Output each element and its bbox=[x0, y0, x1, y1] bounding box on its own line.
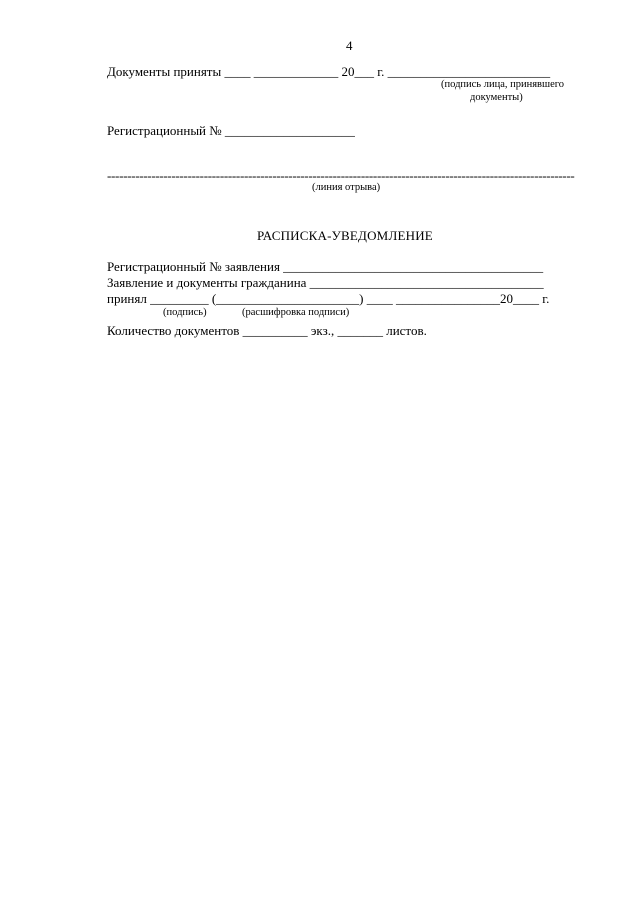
tear-line-label: (линия отрыва) bbox=[312, 182, 381, 193]
page-number: 4 bbox=[346, 38, 353, 53]
receipt-application-number-line: Регистрационный № заявления ________________________________________ bbox=[107, 259, 544, 274]
caption-signature-decoding: (расшифровка подписи) bbox=[242, 307, 350, 318]
tear-line: -------------------------------------------------------------------------------------------------------------------- bbox=[107, 168, 575, 183]
receipt-accepted-by-line: принял _________ (______________________) ____ ________________20____ г. bbox=[107, 291, 550, 306]
receipt-documents-count-line: Количество документов __________ экз., _______ листов. bbox=[107, 323, 427, 338]
signature-note-line2: документы) bbox=[470, 92, 523, 103]
receipt-title: РАСПИСКА-УВЕДОМЛЕНИЕ bbox=[257, 228, 433, 243]
registration-number-line: Регистрационный № ____________________ bbox=[107, 123, 355, 138]
caption-signature: (подпись) bbox=[163, 307, 207, 318]
signature-note-line1: (подпись лица, принявшего bbox=[441, 79, 565, 90]
documents-accepted-line: Документы приняты ____ _____________ 20___ г. _________________________ bbox=[107, 64, 551, 79]
receipt-citizen-documents-line: Заявление и документы гражданина ____________________________________ bbox=[107, 275, 544, 290]
